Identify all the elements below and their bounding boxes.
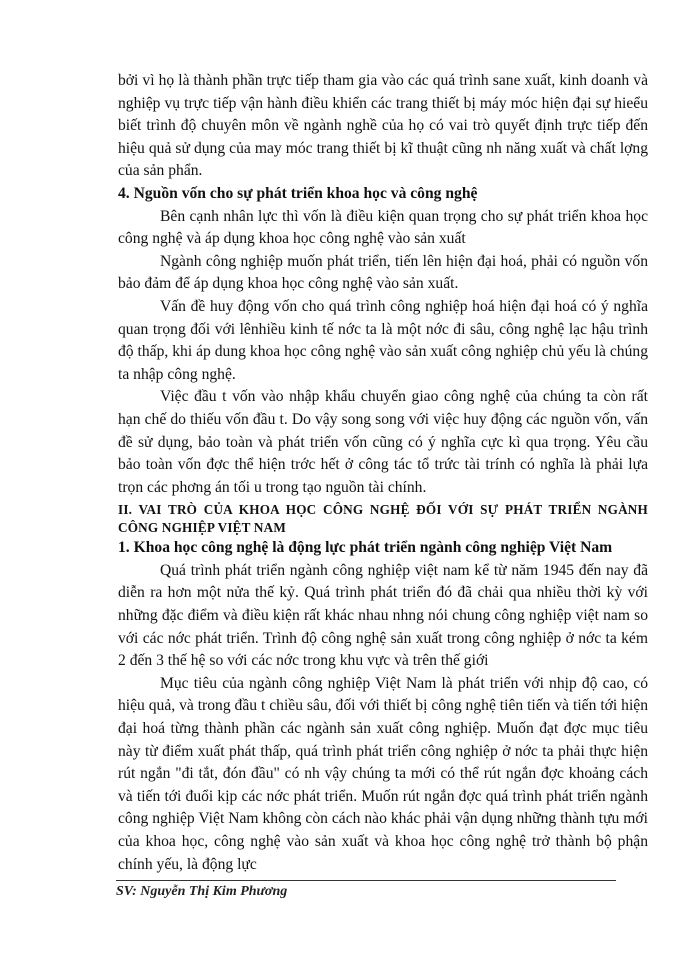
paragraph: bởi vì họ là thành phần trực tiếp tham gia vào các quá trình sane xuất, kinh doanh và nghiệp vụ trực tiếp vận hành điều khiển các trang thiết bị máy móc hiện đại sự hieểu biết trình độ chuyên môn về ngành nghề của họ có vai trò quyết định trực tiếp đến hiệu quả sử dụng của may móc trang thiết bị kĩ thuật cũng nh năng xuất và chất lợng của sản phẩn. — [118, 72, 648, 180]
paragraph: Bên cạnh nhân lực thì vốn là điều kiện quan trọng cho sự phát triển khoa học công nghệ và áp dụng khoa học công nghệ vào sản xuất — [118, 207, 648, 248]
chapter-heading: II. VAI TRÒ CỦA KHOA HỌC CÔNG NGHỆ ĐỐI VỚI SỰ PHÁT TRIỂN NGÀNH CÔNG NGHIỆP VIỆT NAM — [118, 502, 648, 536]
paragraph: Vấn đề huy động vốn cho quá trình công nghiệp hoá hiện đại hoá có ý nghĩa quan trọng đối với lênhiều kinh tế nớc ta là một nớc đi sâu, công nghệ lạc hậu trình độ thấp, khi áp dung khoa học công nghệ vào sản xuất công nghiệp chủ yếu là chúng ta nhập công nghệ. — [118, 297, 648, 383]
paragraph: Quá trình phát triển ngành công nghiệp việt nam kể từ năm 1945 đến nay đã diễn ra hơn một nửa thế kỷ. Quá trình phát triển đó đã chải qua nhiều thời kỳ với những đặc điểm và điều kiện rất khác nhau nhng nói chung công nghiệp việt nam so với các nớc phát triển. Trình độ công nghệ sản xuất trong công nghiệp ở nớc ta kém 2 đến 3 thế hệ so với các nớc trong khu vực và trên thế giới — [118, 561, 648, 670]
footer-divider — [116, 880, 616, 881]
section-heading: 1. Khoa học công nghệ là động lực phát triển ngành công nghiệp Việt Nam — [118, 539, 613, 557]
footer-author: SV: Nguyễn Thị Kim Phương — [116, 884, 288, 899]
paragraph: Ngành công nghiệp muốn phát triển, tiến lên hiện đại hoá, phải có nguồn vốn bảo đảm để áp dụng khoa học công nghệ vào sản xuất. — [118, 252, 648, 293]
paragraph: Mục tiêu của ngành công nghiệp Việt Nam là phát triển với nhịp độ cao, có hiệu quả, và trong đầu t chiều sâu, đối với thiết bị công nghệ tiên tiến và tiến tới hiện đại hoá từng thành phần các ngành sản xuất công nghiệp. Muốn đạt đợc mục tiêu này từ điểm xuất phát thấp, quá trình phát triển công nghiệp ở nớc ta phải thực hiện rút ngắn "đi tắt, đón đầu" có nh vậy chúng ta mới có thể rút ngắn đợc khoảng cách và tiến tới đuổi kịp các nớc phát triển. Muốn rút ngắn đợc quá trình phát triển ngành công nghiệp Việt Nam không còn cách nào khác phải vận dụng những thành tựu mới của khoa học, công nghệ vào sản xuất và khoa học công nghệ trở thành bộ phận chính yếu, là động lực — [118, 674, 648, 873]
document-body — [118, 70, 648, 876]
paragraph: Việc đầu t vốn vào nhập khẩu chuyển giao công nghệ của chúng ta còn rất hạn chế do thiếu vốn đầu t. Do vậy song song với việc huy động các nguồn vốn, vấn đề sử dụng, bảo toàn và phát triển vốn cũng có ý nghĩa cực kì qua trọng. Yêu cầu bảo toàn vốn đợc thể hiện trớc hết ở công tác tổ trức tài trính có nghĩa là phải lựa trọn các phơng án tối u trong tạo nguồn tài chính. — [118, 388, 648, 496]
section-heading: 4. Nguồn vốn cho sự phát triển khoa học và công nghệ — [118, 184, 478, 202]
